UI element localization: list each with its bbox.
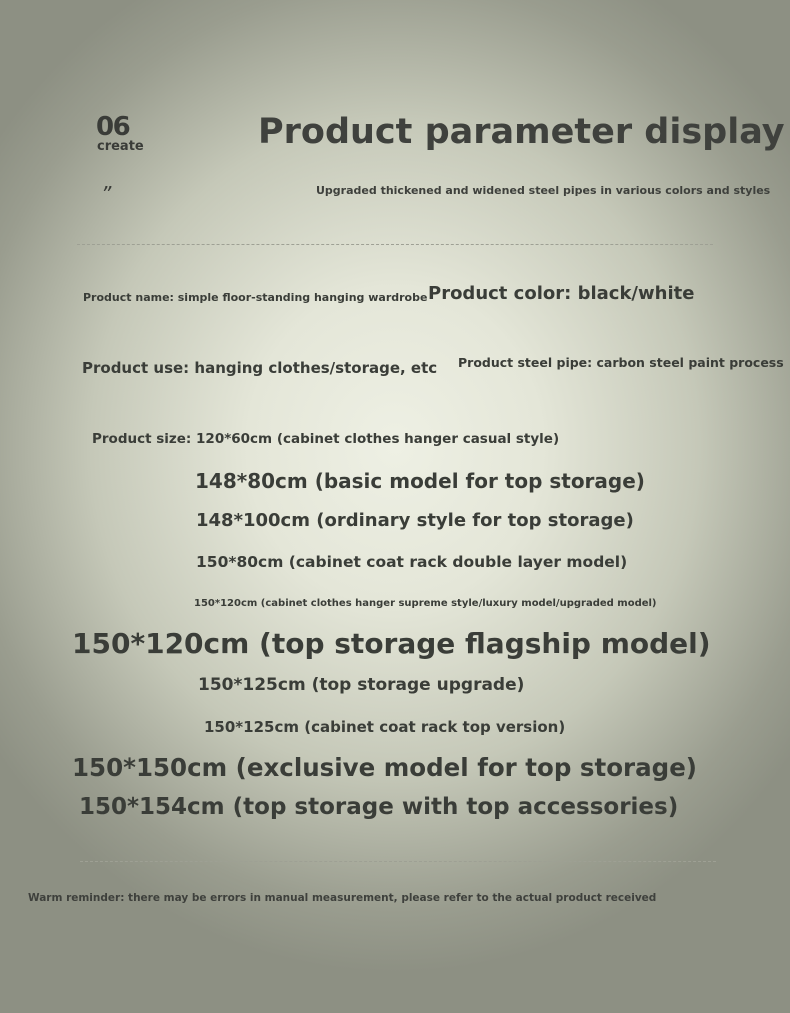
size-option: 148*100cm (ordinary style for top storage) bbox=[196, 510, 634, 531]
size-option: 150*120cm (top storage flagship model) bbox=[72, 627, 711, 660]
product-use: Product use: hanging clothes/storage, etc bbox=[82, 359, 438, 377]
product-color: Product color: black/white bbox=[428, 283, 695, 304]
size-option: 150*125cm (cabinet coat rack top version) bbox=[204, 718, 566, 736]
page-title: Product parameter display bbox=[258, 112, 785, 152]
size-option: 148*80cm (basic model for top storage) bbox=[195, 469, 645, 493]
bottom-divider bbox=[80, 861, 716, 862]
product-name: Product name: simple floor-standing hanging wardrobe bbox=[83, 291, 428, 304]
section-word: create bbox=[97, 139, 144, 154]
section-number: 06 bbox=[96, 112, 130, 142]
warm-reminder: Warm reminder: there may be errors in manual measurement, please refer to the actual product received bbox=[28, 892, 657, 904]
quote-mark: ” bbox=[101, 182, 112, 206]
size-option: 150*120cm (cabinet clothes hanger supreme style/luxury model/upgraded model) bbox=[194, 598, 657, 609]
size-option: 150*80cm (cabinet coat rack double layer model) bbox=[196, 553, 628, 571]
page-subtitle: Upgraded thickened and widened steel pipes in various colors and styles bbox=[316, 184, 771, 197]
top-divider bbox=[77, 244, 713, 245]
size-option: 150*154cm (top storage with top accessories) bbox=[79, 794, 679, 820]
size-option: 150*125cm (top storage upgrade) bbox=[198, 675, 525, 695]
product-size: Product size: 120*60cm (cabinet clothes hanger casual style) bbox=[92, 431, 560, 447]
size-option: 150*150cm (exclusive model for top storage) bbox=[72, 753, 698, 782]
product-steel-pipe: Product steel pipe: carbon steel paint process bbox=[458, 355, 784, 370]
